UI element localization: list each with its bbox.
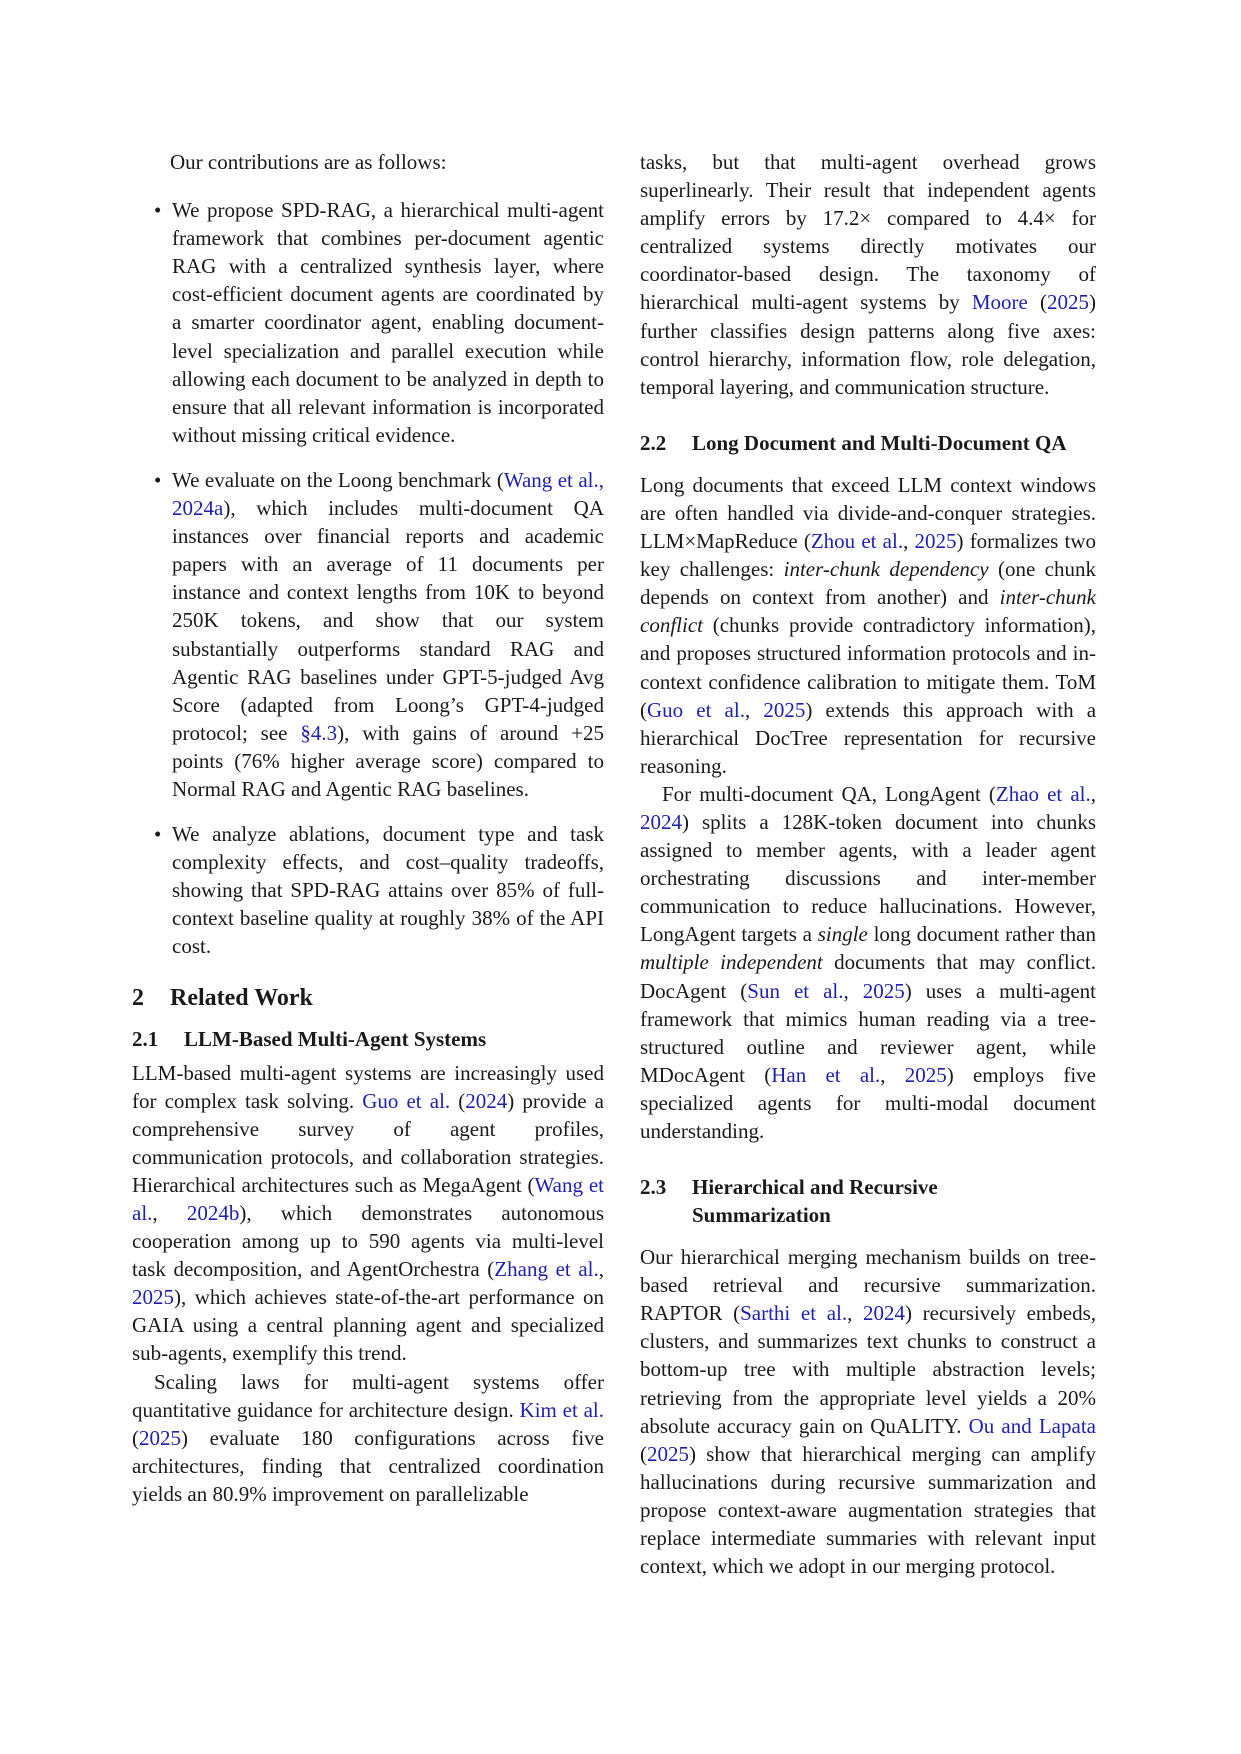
citation-link[interactable]: Wang et al., 2024a xyxy=(172,467,604,521)
paragraph xyxy=(640,780,1096,1145)
subsection-title: LLM-Based Multi-Agent Systems xyxy=(184,1026,487,1051)
right-column xyxy=(640,148,1096,1580)
citation-link[interactable]: Wang et al. xyxy=(132,1172,605,1225)
text: ) recursively embeds, clusters, and summarizes text chunks to construct a bottom-up tree with multiple abstraction levels; retrieving from the appropriate level yields a 20% absolute accuracy gain on QuALITY. xyxy=(640,1301,1096,1438)
text: ), which achieves state-of-the-art performance on GAIA using a central planning agent and specialized sub-agents, exemplify this trend. xyxy=(132,1285,604,1366)
paragraph xyxy=(640,471,1096,780)
text: ) show that hierarchical merging can amplify hallucinations during recursive summarization and propose context-aware augmentation strategies that replace intermediate summaries with relevant input context, which we adopt in our merging protocol. xyxy=(640,1441,1096,1579)
subsection-title-line: Summarization xyxy=(692,1203,831,1228)
contributions-intro: Our contributions are as follows: xyxy=(170,150,447,174)
citation-link[interactable]: 2024 xyxy=(465,1088,508,1113)
paragraph xyxy=(132,1059,604,1368)
text: , xyxy=(598,1257,604,1282)
text: ) evaluate 180 configurations across five architectures, finding that centralized coordination yields an 80.9% improvement on parallelizable xyxy=(132,1425,604,1506)
citation-link[interactable]: Zhang et al. xyxy=(494,1257,599,1282)
text: ) splits a 128K-token document into chunks assigned to member agents, with a leader agent orchestrating discussions and inter-member communication to reduce hallucinations. However, LongAgent targets a xyxy=(640,809,1096,947)
subsection-number: 2.2 xyxy=(640,430,667,455)
text: Scaling laws for multi-agent systems offer quantitative guidance for architecture design. xyxy=(132,1369,604,1422)
text: documents that may conflict. DocAgent ( xyxy=(640,950,1096,1003)
section-title: Related Work xyxy=(170,984,313,1011)
text: , xyxy=(847,1301,864,1326)
emphasis: inter-chunk conflict xyxy=(640,585,1096,638)
citation-link[interactable]: 2025 xyxy=(763,697,806,722)
text: (one chunk depends on context from another) and xyxy=(640,557,1097,610)
citation-link[interactable]: Zhou et al. xyxy=(810,529,904,554)
citation-link[interactable]: 2025 xyxy=(139,1425,181,1450)
text: , xyxy=(880,1062,905,1087)
citation-link[interactable]: Guo et al. xyxy=(362,1088,451,1113)
subsection-heading xyxy=(640,429,1096,457)
bullet-text: ), with gains of around +25 points (76% higher average score) compared to Normal RAG and Agentic RAG baselines. xyxy=(172,720,604,801)
section-ref-link[interactable]: §4.3 xyxy=(300,720,338,745)
citation-link[interactable]: 2025 xyxy=(132,1285,174,1310)
citation-link[interactable]: Guo et al. xyxy=(647,697,745,722)
text: ( xyxy=(132,1425,139,1450)
citation-link[interactable]: Ou and Lapata xyxy=(968,1413,1096,1438)
bullet-icon: • xyxy=(154,822,162,847)
section-number: 2 xyxy=(132,984,144,1011)
bullet-text: We evaluate on the Loong benchmark ( xyxy=(172,467,504,492)
left-column xyxy=(132,148,605,1508)
bullet-icon: • xyxy=(154,198,162,223)
paragraph xyxy=(640,1243,1096,1580)
text: , xyxy=(843,978,863,1003)
text: ) employs five specialized agents for multi-modal document understanding. xyxy=(640,1062,1096,1143)
paragraph xyxy=(640,148,1096,401)
citation-link[interactable]: 2025 xyxy=(862,978,905,1003)
text: , xyxy=(152,1201,187,1225)
citation-link[interactable]: 2025 xyxy=(904,1062,947,1087)
subsection-title xyxy=(692,1173,938,1229)
emphasis: inter-chunk dependency xyxy=(783,557,989,582)
citation-link[interactable]: Han et al. xyxy=(771,1062,881,1087)
paragraph xyxy=(132,1368,604,1508)
citation-link[interactable]: 2025 xyxy=(647,1441,689,1466)
text: ) extends this approach with a hierarchical DocTree representation for recursive reasoning. xyxy=(640,697,1097,778)
text: ) further classifies design patterns along five axes: control hierarchy, information flow, role delegation, temporal layering, and communication structure. xyxy=(640,290,1096,399)
citation-link[interactable]: 2024b xyxy=(186,1201,240,1225)
text: Our hierarchical merging mechanism builds on tree-based retrieval and recursive summarization. RAPTOR ( xyxy=(640,1245,1096,1326)
text: , xyxy=(1090,781,1096,806)
text: ( xyxy=(640,1441,647,1466)
emphasis: multiple independent xyxy=(640,950,823,975)
subsection-heading xyxy=(132,1025,604,1053)
citation-link[interactable]: 2025 xyxy=(1046,290,1089,315)
citation-link[interactable]: 2025 xyxy=(914,529,957,554)
text: Long documents that exceed LLM context windows are often handled via divide-and-conquer strategies. LLM×MapReduce ( xyxy=(640,472,1096,554)
text: LLM-based multi-agent systems are increasingly used for complex task solving. xyxy=(132,1060,604,1113)
section-heading xyxy=(132,983,604,1013)
text: long document rather than xyxy=(867,922,1096,947)
list-item xyxy=(148,466,604,803)
text: ) formalizes two key challenges: xyxy=(640,529,1096,582)
text: ( xyxy=(1027,290,1047,315)
text: ) uses a multi-agent framework that mimics human reading via a tree-structured outline and reviewer agent, while MDocAgent ( xyxy=(640,978,1096,1087)
bullet-icon: • xyxy=(154,467,162,492)
bullet-text: ), which includes multi-document QA instances over financial reports and academic papers with an average of 11 documents per instance and context lengths from 10K to beyond 250K tokens, and show that our system substantially outperforms standard RAG and Agentic RAG baselines under GPT-5-judged Avg Score (adapted from Loong’s GPT-4-judged protocol; see xyxy=(172,496,604,745)
citation-link[interactable]: Moore xyxy=(971,290,1028,315)
emphasis: single xyxy=(817,922,868,947)
citation-link[interactable]: Sarthi et al. xyxy=(740,1301,848,1326)
bullet-text: We propose SPD-RAG, a hierarchical multi-agent framework that combines per-document agentic RAG with a centralized synthesis layer, where cost-efficient document agents are coordinated by a smarter coordinator agent, enabling document-level specialization and parallel execution while allowing each document to be analyzed in depth to ensure that all relevant information is incorporated without missing critical evidence. xyxy=(172,198,604,447)
citation-link[interactable]: Sun et al. xyxy=(747,978,844,1003)
bullet-text: We analyze ablations, document type and task complexity effects, and cost–quality tradeoffs, showing that SPD-RAG attains over 85% of full-context baseline quality at roughly 38% of the API cost. xyxy=(172,822,604,959)
citation-link[interactable]: 2024 xyxy=(863,1301,906,1326)
list-item xyxy=(148,820,604,960)
text: For multi-document QA, LongAgent ( xyxy=(662,781,996,806)
subsection-number: 2.1 xyxy=(132,1026,159,1051)
subsection-heading xyxy=(640,1173,1096,1229)
subsection-number: 2.3 xyxy=(640,1175,667,1200)
citation-link[interactable]: Zhao et al. xyxy=(995,781,1091,806)
subsection-title: Long Document and Multi-Document QA xyxy=(692,430,1067,455)
text: , xyxy=(903,529,915,554)
list-item xyxy=(148,196,604,449)
citation-link[interactable]: 2024 xyxy=(640,809,682,834)
subsection-title-line: Hierarchical and Recursive xyxy=(692,1175,938,1200)
text: tasks, but that multi-agent overhead grows superlinearly. Their result that independent agents amplify errors by 17.2× compared to 4.4× for centralized systems directly motivates our coordinator-based design. The taxonomy of hierarchical multi-agent systems by xyxy=(640,150,1096,315)
contributions-list xyxy=(148,196,604,960)
text: ) provide a comprehensive survey of agent profiles, communication protocols, and collaboration strategies. Hierarchical architectures such as MegaAgent ( xyxy=(132,1088,604,1197)
text: ( xyxy=(450,1088,466,1113)
citation-link[interactable]: Kim et al. xyxy=(519,1397,604,1422)
text: (chunks provide contradictory information), and proposes structured information protocols and in-context confidence calibration to mitigate them. ToM ( xyxy=(640,613,1096,722)
text: , xyxy=(744,697,764,722)
text: ), which demonstrates autonomous cooperation among up to 590 agents via multi-level task decomposition, and AgentOrchestra ( xyxy=(132,1201,604,1282)
